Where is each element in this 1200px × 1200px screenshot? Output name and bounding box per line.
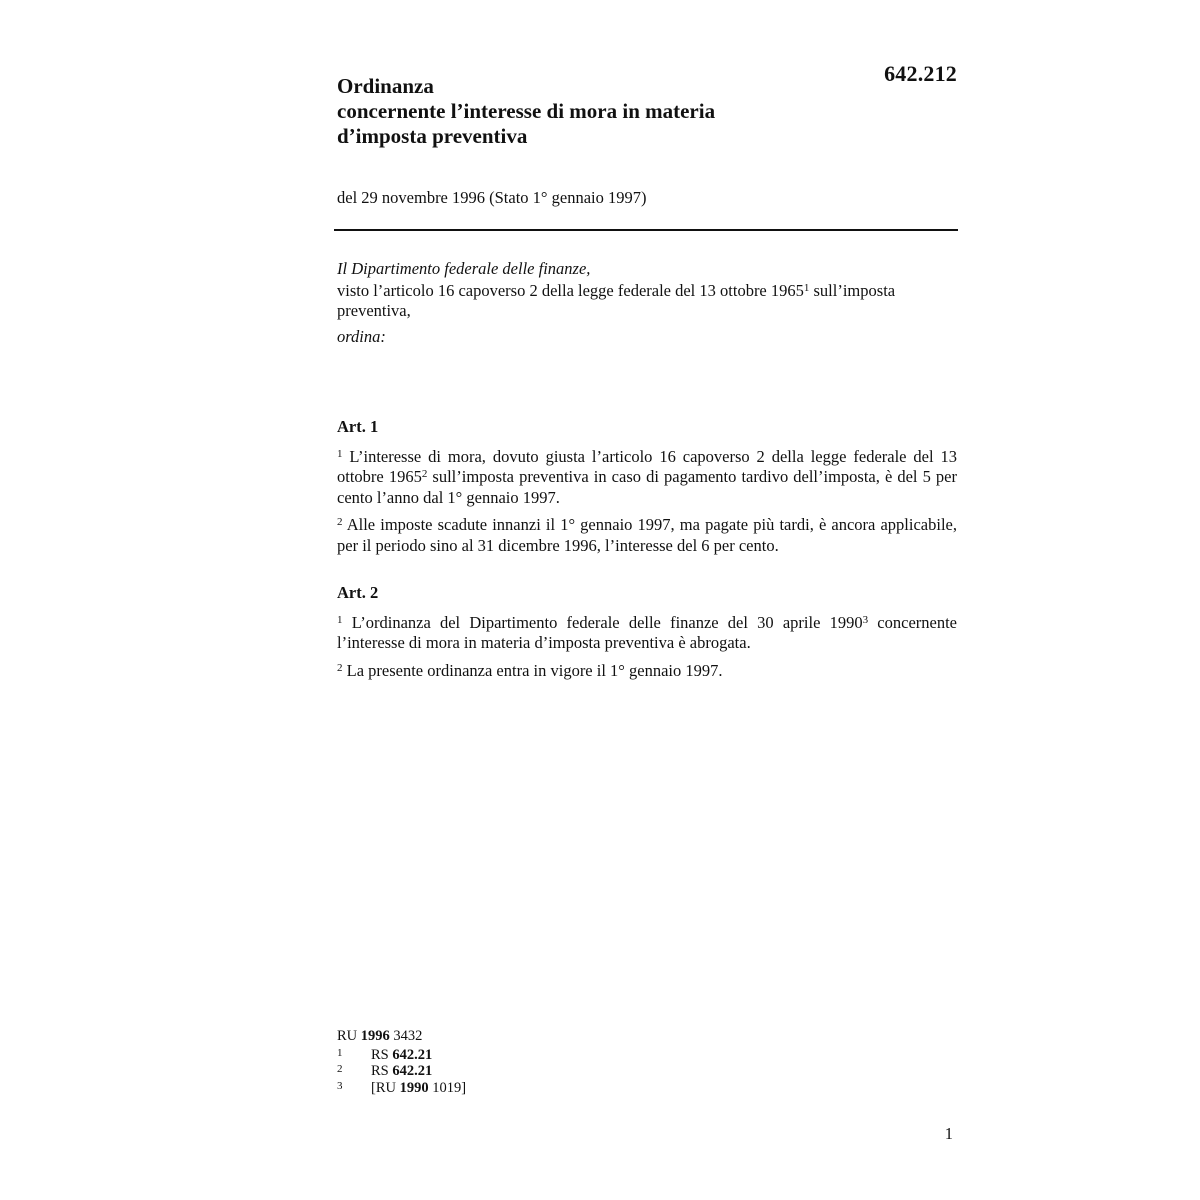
footnote-text (371, 1080, 466, 1097)
preamble-legal-basis (337, 281, 957, 321)
title-line-2: concernente l’interesse di mora in materia (337, 99, 716, 123)
paragraph-text-end: sull’imposta preventiva in caso di pagamento tardivo dell’imposta, è del 5 per cento l’anno dal 1° gennaio 1997. (337, 467, 957, 507)
preamble-decree: ordina: (337, 327, 386, 346)
source-year: 1996 (360, 1028, 390, 1044)
footnote-ref-1[interactable]: 1 (803, 282, 810, 294)
source-prefix: RU (337, 1028, 361, 1044)
paragraph-text: La presente ordinanza entra in vigore il 1° gennaio 1997. (342, 660, 723, 680)
sr-number: 642.212 (884, 61, 957, 86)
footnote-item (337, 1080, 466, 1097)
page-number: 1 (944, 1124, 953, 1143)
article-1 (337, 417, 957, 563)
footnote-ref-3[interactable]: 3 (862, 613, 869, 626)
article-1-paragraph-1 (337, 447, 957, 509)
article-2 (337, 583, 957, 688)
date-line: del 29 novembre 1996 (Stato 1° gennaio 1997) (337, 188, 647, 207)
article-2-paragraph-2 (337, 661, 957, 682)
document-title (337, 74, 715, 149)
paragraph-number: 1 (337, 447, 343, 460)
footnote-number: 3 (337, 1079, 343, 1092)
preamble (337, 259, 957, 347)
footnote-bold: 1990 (399, 1079, 429, 1096)
preamble-basis-text: visto l’articolo 16 capoverso 2 della legge federale del 13 ottobre 1965 (337, 281, 804, 300)
article-heading: Art. 1 (337, 417, 379, 436)
footnote-number: 1 (337, 1046, 343, 1059)
paragraph-text: L’ordinanza del Dipartimento federale delle finanze del 30 aprile 1990 (342, 612, 863, 632)
article-2-paragraph-1 (337, 613, 957, 654)
footnote-bold: 642.21 (392, 1046, 433, 1063)
preamble-authority: Il Dipartimento federale delle finanze, (337, 259, 591, 278)
footnote-ref-2[interactable]: 2 (421, 468, 428, 480)
paragraph-text: L’interesse di mora, dovuto giusta l’articolo 16 capoverso 2 della legge federale del 13 ottobre 1965 (337, 446, 957, 486)
preamble-basis-text-end: sull’imposta preventiva, (337, 281, 896, 320)
paragraph-text-end: concernente l’interesse di mora in materia d’imposta preventiva è abrogata. (337, 612, 957, 652)
source-page: 3432 (389, 1028, 423, 1044)
footnote-item (337, 1063, 466, 1080)
footnote-suffix: 1019] (428, 1079, 467, 1096)
footnotes (337, 1028, 466, 1096)
footnote-text (371, 1063, 432, 1080)
document-page (337, 0, 957, 1200)
paragraph-number: 2 (337, 661, 343, 674)
footnote-item (337, 1047, 466, 1064)
header-divider (334, 229, 958, 231)
footnote-prefix: RS (371, 1046, 393, 1063)
article-1-paragraph-2 (337, 515, 957, 556)
paragraph-number: 2 (337, 516, 343, 528)
footnote-number: 2 (337, 1063, 343, 1075)
paragraph-number: 1 (337, 613, 343, 626)
footnote-text (371, 1047, 432, 1064)
footnote-bold: 642.21 (392, 1063, 433, 1079)
title-line-3: d’imposta preventiva (337, 124, 528, 148)
official-compilation-reference (337, 1028, 466, 1045)
footnote-prefix: RS (371, 1063, 393, 1079)
title-line-1: Ordinanza (337, 74, 434, 98)
footnote-prefix: [RU (371, 1079, 400, 1096)
paragraph-text: Alle imposte scadute innanzi il 1° gennaio 1997, ma pagate più tardi, è ancora applicabile, per il periodo sino al 31 dicembre 1996, l’interesse del 6 per cento. (337, 515, 957, 555)
article-heading: Art. 2 (337, 583, 379, 602)
